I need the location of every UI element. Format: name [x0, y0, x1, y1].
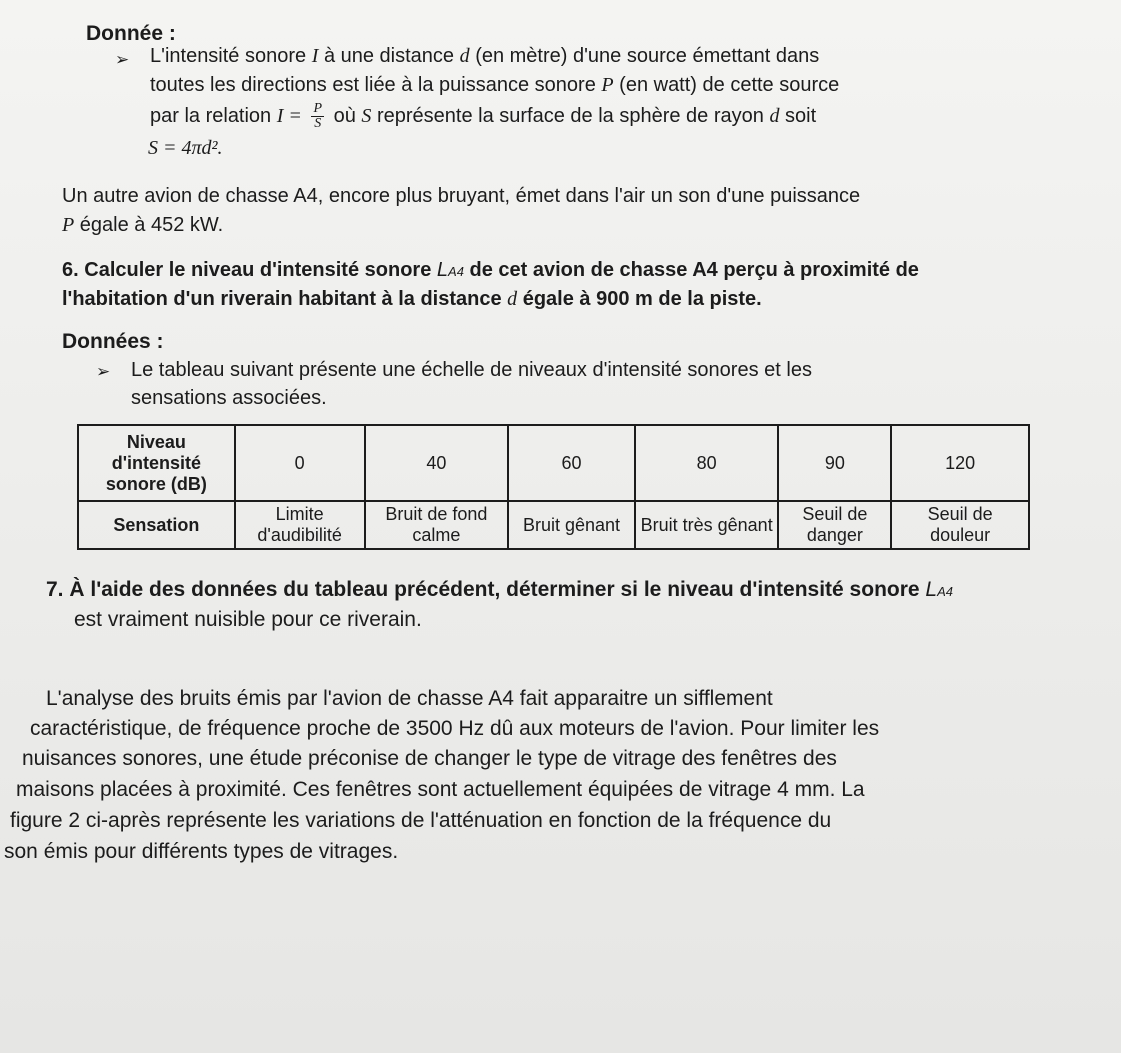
- table-cell: Bruit gênant: [508, 501, 635, 549]
- donnee-line-1: L'intensité sonore I à une distance d (en mètre) d'une source émettant dans: [150, 45, 820, 67]
- final-paragraph-line-1: L'analyse des bruits émis par l'avion de chasse A4 fait apparaitre un sifflement: [46, 687, 773, 710]
- final-paragraph-line-4: maisons placées à proximité. Ces fenêtres sont actuellement équipées de vitrage 4 mm. La: [16, 778, 865, 801]
- question-7-line-1: 7. À l'aide des données du tableau précédent, déterminer si le niveau d'intensité sonore LA4: [46, 578, 954, 601]
- table-cell: Seuil de douleur: [891, 501, 1029, 549]
- donnees-heading: Données :: [62, 330, 164, 353]
- final-paragraph-line-3: nuisances sonores, une étude préconise de changer le type de vitrage des fenêtres des: [22, 747, 837, 770]
- question-6-line-1: 6. Calculer le niveau d'intensité sonore LA4 de cet avion de chasse A4 perçu à proximité de: [62, 259, 919, 281]
- fraction-P-over-S: $\frac{P}{S}$: [313, 101, 323, 132]
- table-header-sensation: Sensation: [78, 501, 235, 549]
- table-cell: 40: [365, 425, 509, 501]
- final-paragraph-line-2: caractéristique, de fréquence proche de 3500 Hz dû aux moteurs de l'avion. Pour limiter les: [30, 717, 880, 740]
- question-7-line-2: est vraiment nuisible pour ce riverain.: [74, 608, 422, 631]
- table-header-level: Niveau d'intensité sonore (dB): [78, 425, 235, 501]
- table-cell: 120: [891, 425, 1029, 501]
- donnee-line-2: toutes les directions est liée à la puissance sonore P (en watt) de cette source: [150, 74, 840, 96]
- donnees-line-1: Le tableau suivant présente une échelle de niveaux d'intensité sonores et les: [131, 359, 812, 381]
- table-cell: 0: [235, 425, 365, 501]
- final-paragraph-line-6: son émis pour différents types de vitrages.: [4, 840, 399, 863]
- avion-paragraph-line-1: Un autre avion de chasse A4, encore plus bruyant, émet dans l'air un son d'une puissance: [62, 185, 861, 207]
- table-cell: Bruit de fond calme: [365, 501, 509, 549]
- table-cell: Bruit très gênant: [635, 501, 779, 549]
- table-cell: Limite d'audibilité: [235, 501, 365, 549]
- avion-paragraph-line-2: P égale à 452 kW.: [62, 214, 224, 236]
- table-cell: 90: [778, 425, 891, 501]
- bullet-arrow-icon: ➢: [115, 50, 130, 69]
- bullet-arrow-icon: ➢: [96, 362, 111, 381]
- table-cell: 60: [508, 425, 635, 501]
- table-cell: Seuil de danger: [778, 501, 891, 549]
- table-row-sensation: [78, 501, 1029, 549]
- donnee-heading: Donnée :: [86, 22, 176, 45]
- table-cell: 80: [635, 425, 779, 501]
- donnees-line-2: sensations associées.: [131, 387, 327, 409]
- table-row-level: [78, 425, 1029, 501]
- donnee-line-3: par la relation I = $\frac{P}{S}$ où S représente la surface de la sphère de rayon d soit: [150, 101, 817, 132]
- final-paragraph-line-5: figure 2 ci-après représente les variations de l'atténuation en fonction de la fréquence du: [10, 809, 832, 832]
- sound-level-table: [77, 424, 1030, 550]
- formula-surface: S = 4πd².: [148, 137, 223, 159]
- question-6-line-2: l'habitation d'un riverain habitant à la distance d égale à 900 m de la piste.: [62, 288, 762, 310]
